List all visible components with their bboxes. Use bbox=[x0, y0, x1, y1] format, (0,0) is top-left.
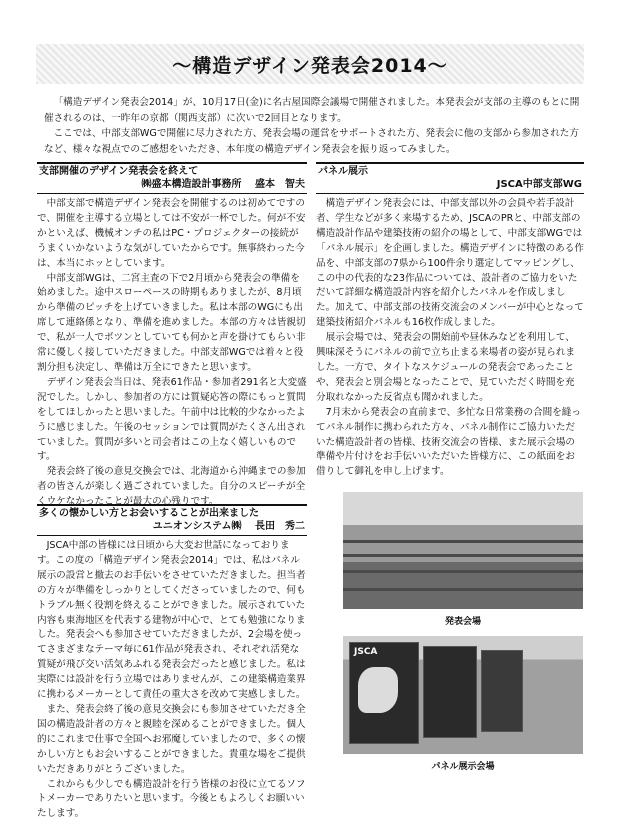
panel-exhibition-photo bbox=[343, 636, 583, 754]
article-1-affiliation: ㈱盛本構造設計事務所 bbox=[141, 179, 242, 190]
page-title: 〜構造デザイン発表会2014〜 bbox=[172, 54, 448, 77]
article-1-paragraph: 中部支部WGは、二宮主査の下で2月頃から発表会の準備を始めました。途中スローペースの時期もありましたが、8月頃から準備のピッチを上げていきました。私は本部のWGにも出席して連絡係となり、準備を進めました。本部の方々は皆親切で、私が一人でボツンとしていても何かと声を掛けてもらい非常に優しく接していただきました。中部支部WGでは着々と役割分担も決定し、準備は万全にできたと思います。 bbox=[37, 272, 306, 373]
article-3-paragraph: 展示会場では、発表会の開始前や昼休みなどを利用して、興味深そうにパネルの前で立ち止まる来場者の姿が見られました。一方で、タイトなスケジュールの発表会であったことや、発表会と別会場となったことで、見ていただく時間を充分取れなかった反省点も聞かれました。 bbox=[316, 332, 576, 403]
article-3-paragraph: 構造デザイン発表会には、中部支部以外の会員や若手設計者、学生などが多く来場するため、JSCAのPRと、中部支部の構造設計作品や建築技術の紹介の場として、中部支部WGでは「パネル展示」を企画しました。構造デザインに特徴のある作品を、中部支部の7県から100件余り選定してマッピングし、この中の代表的な23作品については、設計者のご協力をいただいて詳細な構造設計内容を紹介したパネルを作成しました。加えて、中部支部の技術交流会のメンバーが中心となって建築技術紹介パネルも16枚作成しました。 bbox=[316, 198, 584, 329]
article-2-paragraph: これからも少しでも構造設計を行う皆様のお役に立てるソフトメーカーでありたいと思います。今後ともよろしくお願いいたします。 bbox=[37, 778, 306, 820]
article-3-author: JSCA中部支部WG bbox=[496, 179, 582, 190]
title-banner bbox=[36, 44, 584, 84]
exhibit-panel bbox=[349, 642, 419, 744]
article-2 bbox=[37, 504, 307, 822]
article-2-paragraph: JSCA中部の皆様には日頃から大変お世話になっております。この度の「構造デザイン発表会2014」では、私はパネル展示の設営と撤去のお手伝いをさせていただきました。担当者の方々が準備をしっかりとしてくださっていましたので、何もトラブル無く役割を終えることができました。展示されていた内容も東海地区を代表する建物が中心で、とても勉強になりました。発表会へも参加させていただきましたが、2会場を使ってさまざまなテーマ毎に61作品が発表され、それぞれ活発な質疑が飛び交い活気あふれる発表会だったと感じました。私は実際には設計を行う立場ではありませんが、この建築構造業界に携わるメーカーとして責任の重大さを改めて実感しました。 bbox=[37, 540, 306, 701]
intro-paragraph: ここでは、中部支部WGで開催に尽力された方、発表会場の運営をサポートされた方、発表会に他の支部から参加された方など、様々な視点でのご感想をいただき、本年度の構造デザイン発表会を振り返ってみました。 bbox=[44, 128, 579, 155]
article-3-paragraph: 7月末から発表会の直前まで、多忙な日常業務の合間を縫ってパネル制作に携わられた方々、パネル制作にご協力いただいた構造設計者の皆様、技術交流会の皆様、また展示会場の準備や片付けをお手伝いいただいた皆様方に、この紙面をお借りして御礼を申し上げます。 bbox=[316, 406, 581, 478]
panel-label: JSCA bbox=[354, 647, 378, 657]
article-2-affiliation: ユニオンシステム㈱ bbox=[152, 521, 242, 532]
map-graphic bbox=[358, 667, 398, 713]
article-1 bbox=[37, 162, 307, 510]
article-1-heading: 支部開催のデザイン発表会を終えて bbox=[39, 166, 199, 177]
article-2-heading: 多くの懐かしい方とお会いすることが出来ました bbox=[39, 508, 259, 519]
article-1-paragraph: デザイン発表会当日は、発表61作品・参加者291名と大変盛況でした。しかし、参加者の方には質疑応答の際にもっと質問をしてほしかったと思いました。午前中は比較的少なかったように感じました。午後のセッションでは質問がたくさん出されていました。質問が多いと司会者はこの上なく嬉しいものです。 bbox=[37, 376, 307, 463]
article-1-paragraph: 中部支部で構造デザイン発表会を開催するのは初めてですので、開催を主導する立場としては不安が一杯でした。何が不安かといえば、機械オンチの私はPC・プロジェクターの接続がうまくいかないような気がしていたからです。無事終わった今は、本当にホッとしています。 bbox=[37, 198, 306, 269]
article-2-author: 長田 秀二 bbox=[255, 521, 305, 532]
photo-1-caption: 発表会場 bbox=[444, 617, 481, 627]
article-1-paragraph: 発表会終了後の意見交換会では、北海道から沖縄までの参加者の皆さんが楽しく過ごされていました。自分のスピーチが全くウケなかったことが最大の心残りです。 bbox=[37, 466, 306, 508]
article-3 bbox=[316, 162, 584, 480]
exhibit-panel bbox=[481, 650, 523, 732]
article-3-heading: パネル展示 bbox=[318, 166, 368, 177]
article-1-header bbox=[37, 162, 307, 194]
article-1-body bbox=[37, 197, 307, 510]
photo-2-caption: パネル展示会場 bbox=[431, 762, 495, 772]
article-3-body bbox=[316, 197, 584, 480]
article-3-header bbox=[316, 162, 584, 194]
exhibit-panel bbox=[423, 646, 477, 738]
article-1-author: 盛本 智夫 bbox=[255, 179, 305, 190]
article-2-body bbox=[37, 539, 307, 822]
article-2-header bbox=[37, 504, 307, 536]
intro bbox=[44, 95, 584, 157]
intro-paragraph: 「構造デザイン発表会2014」が、10月17日(金)に名古屋国際会議場で開催されました。本発表会が支部の主導のもとに開催されるのは、一昨年の京都（関西支部）に次いで2回目となります。 bbox=[44, 97, 580, 124]
article-2-paragraph: また、発表会終了後の意見交換会にも参加させていただき全国の構造設計者の方々と親睦を深めることができました。個人的にこれまで仕事で全国へお邪魔していましたので、多くの懐かしい方ともお会いすることができました。貴重な場をご提供いただきありがとうございました。 bbox=[37, 703, 306, 775]
presentation-hall-photo bbox=[343, 492, 583, 609]
